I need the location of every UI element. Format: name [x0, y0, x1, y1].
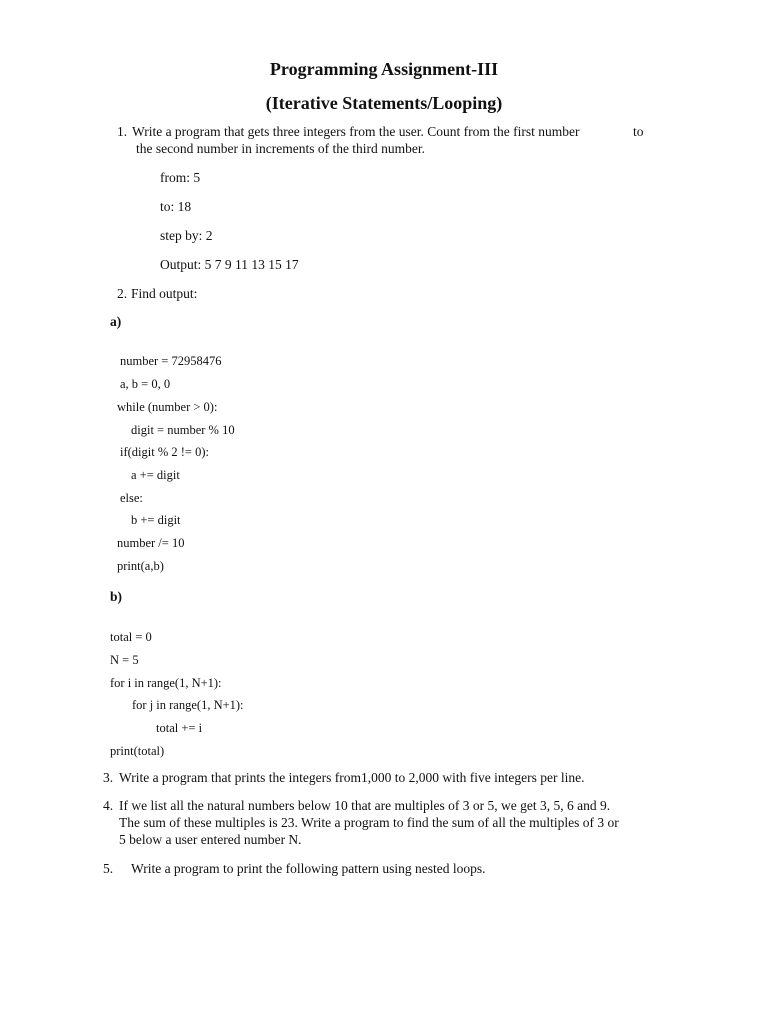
q3-number: 3.	[103, 770, 114, 785]
q1-line1: Write a program that gets three integers from the user. Count from the first number	[132, 124, 580, 139]
q1-example-from: from: 5	[160, 170, 201, 185]
code-line: a += digit	[131, 468, 180, 482]
code-line: number = 72958476	[120, 354, 222, 368]
q5-text: Write a program to print the following pattern using nested loops.	[131, 861, 486, 876]
q3-text: Write a program that prints the integers from1,000 to 2,000 with five integers per line.	[119, 770, 585, 785]
code-line: for i in range(1, N+1):	[110, 676, 222, 690]
q1-line1-end: to	[633, 124, 644, 139]
q4-line: If we list all the natural numbers below 10 that are multiples of 3 or 5, we get 3, 5, 6 and 9.	[119, 798, 611, 813]
code-line: a, b = 0, 0	[120, 377, 171, 391]
code-line: print(a,b)	[117, 559, 164, 573]
q2-part-a-label: a)	[110, 314, 122, 329]
q1-number: 1.	[117, 124, 128, 139]
code-line: b += digit	[131, 513, 181, 527]
code-line: while (number > 0):	[117, 400, 218, 414]
q4-number: 4.	[103, 798, 114, 813]
q2-number: 2.	[117, 286, 128, 301]
q4-line: 5 below a user entered number N.	[119, 832, 302, 847]
code-line: total = 0	[110, 630, 152, 644]
q1-example-output: Output: 5 7 9 11 13 15 17	[160, 257, 299, 272]
code-line: if(digit % 2 != 0):	[120, 445, 209, 459]
document-subtitle: (Iterative Statements/Looping)	[265, 93, 503, 113]
q2-part-b-label: b)	[110, 589, 123, 604]
code-line: else:	[120, 491, 143, 505]
code-line: total += i	[156, 721, 203, 735]
document-title: Programming Assignment-III	[269, 59, 499, 79]
q1-example-step: step by: 2	[160, 228, 213, 243]
code-line: digit = number % 10	[131, 423, 235, 437]
q5-number: 5.	[103, 861, 114, 876]
q2-text: Find output:	[131, 286, 198, 301]
code-line: number /= 10	[117, 536, 185, 550]
q1-example-to: to: 18	[160, 199, 192, 214]
code-line: N = 5	[110, 653, 139, 667]
q1-line2: the second number in increments of the third number.	[136, 141, 426, 156]
code-line: print(total)	[110, 744, 165, 758]
code-line: for j in range(1, N+1):	[132, 698, 244, 712]
q4-line: The sum of these multiples is 23. Write a program to find the sum of all the multiples of 3 or	[119, 815, 619, 830]
